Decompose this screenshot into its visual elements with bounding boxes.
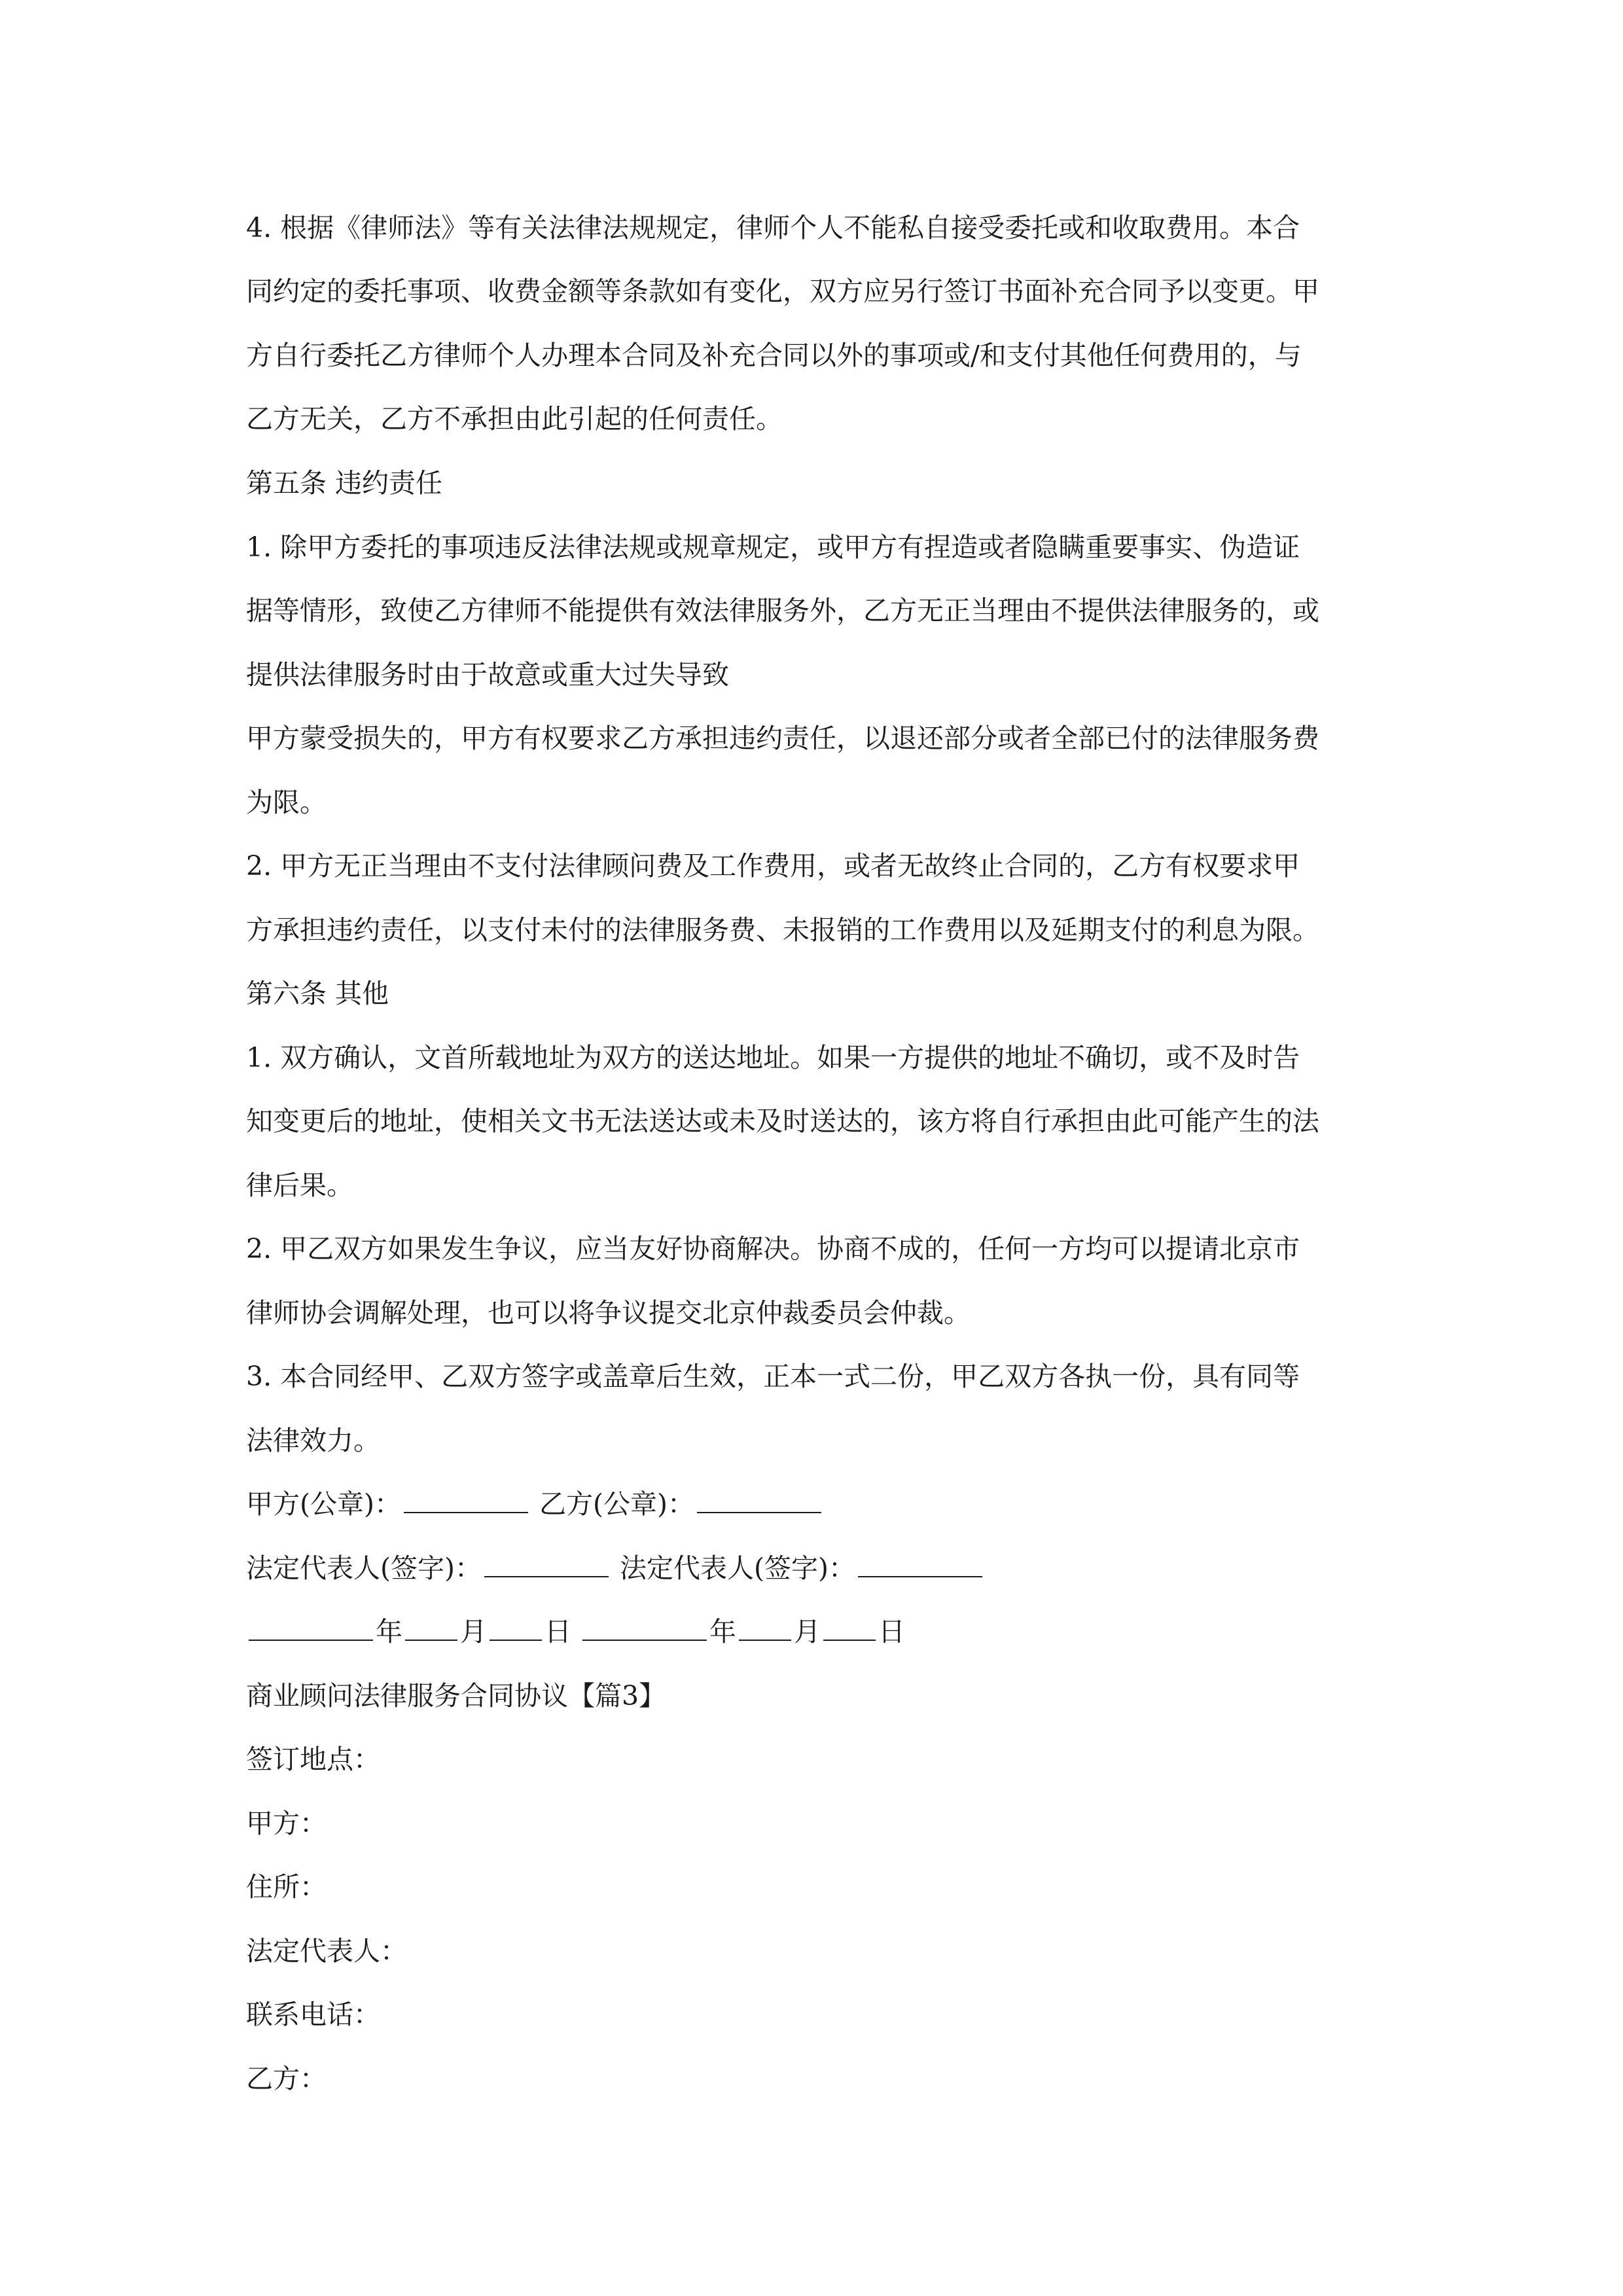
rep-a-label: 法定代表人(签字)： (246, 1552, 482, 1584)
paragraph-line: 乙方无关，乙方不承担由此引起的任何责任。 (246, 403, 783, 435)
paragraph-line (246, 846, 1378, 886)
paragraph-line (246, 719, 1378, 758)
month-label: 月 (794, 1616, 821, 1647)
year-blank (582, 1613, 707, 1641)
text-line: 2. 甲方无正当理由不支付法律顾问费及工作费用，或者无故终止合同的，乙方有权要求甲 (246, 850, 1300, 882)
year-label: 年 (376, 1616, 402, 1647)
seal-line (246, 1484, 824, 1524)
paragraph-line (246, 336, 1378, 375)
article-5-title: 第五条 违约责任 (246, 467, 443, 499)
paragraph-line: 律后果。 (246, 1170, 353, 1201)
address-field: 住所： (246, 1871, 327, 1903)
month-blank (739, 1613, 791, 1641)
text-line: 方自行委托乙方律师个人办理本合同及补充合同以外的事项或/和支付其他任何费用的，与 (246, 340, 1302, 371)
text-line: 方承担违约责任，以支付未付的法律服务费、未报销的工作费用以及延期支付的利息为限。 (246, 914, 1319, 946)
day-label: 日 (878, 1616, 906, 1647)
text-line: 2. 甲乙双方如果发生争议，应当友好协商解决。协商不成的，任何一方均可以提请北京市 (246, 1233, 1300, 1265)
text-line: 知变更后的地址，使相关文书无法送达或未及时送达的，该方将自行承担由此可能产生的法 (246, 1105, 1319, 1137)
text-line: 据等情形，致使乙方律师不能提供有效法律服务外，乙方无正当理由不提供法律服务的，或 (246, 595, 1319, 626)
paragraph-line: 为限。 (246, 787, 327, 818)
date-line (246, 1612, 905, 1651)
paragraph-line: 法律效力。 (246, 1425, 380, 1456)
phone-field: 联系电话： (246, 1999, 380, 2030)
party-b-seal-blank (697, 1486, 821, 1513)
paragraph-line (246, 1038, 1378, 1077)
paragraph-line (246, 528, 1378, 567)
day-blank (490, 1613, 542, 1641)
text-line: 甲方蒙受损失的，甲方有权要求乙方承担违约责任，以退还部分或者全部已付的法律服务费 (246, 723, 1319, 754)
paragraph-line (246, 591, 1378, 630)
text-line: 1. 除甲方委托的事项违反法律法规或规章规定，或甲方有捏造或者隐瞒重要事实、伪造证 (246, 531, 1300, 563)
year-blank (249, 1613, 373, 1641)
article-6-title: 第六条 其他 (246, 978, 389, 1009)
party-a-seal-blank (404, 1486, 528, 1513)
legal-rep-field: 法定代表人： (246, 1935, 407, 1967)
paragraph-line (246, 910, 1378, 950)
text-line: 4. 根据《律师法》等有关法律法规规定，律师个人不能私自接受委托或和收取费用。本合 (246, 212, 1300, 243)
paragraph-line: 律师协会调解处理，也可以将争议提交北京仲裁委员会仲裁。 (246, 1297, 971, 1329)
party-b-seal-label: 乙方(公章)： (539, 1488, 695, 1520)
day-blank (823, 1613, 876, 1641)
rep-b-blank (858, 1550, 982, 1577)
text-line: 3. 本合同经甲、乙双方签字或盖章后生效，正本一式二份，甲乙双方各执一份，具有同等 (246, 1361, 1300, 1392)
party-a-field: 甲方： (246, 1808, 327, 1839)
paragraph-line (246, 1357, 1378, 1396)
paragraph-line: 提供法律服务时由于故意或重大过失导致 (246, 659, 729, 691)
rep-a-blank (484, 1550, 609, 1577)
year-label: 年 (709, 1616, 737, 1647)
month-label: 月 (460, 1616, 487, 1647)
paragraph-line (246, 208, 1378, 247)
representative-line (246, 1549, 985, 1588)
party-b-field: 乙方： (246, 2063, 327, 2094)
section-3-title: 商业顾问法律服务合同协议【篇3】 (246, 1680, 666, 1712)
rep-b-label: 法定代表人(签字)： (620, 1552, 856, 1584)
paragraph-line (246, 272, 1378, 311)
party-a-seal-label: 甲方(公章)： (246, 1488, 401, 1520)
signing-place-field: 签订地点： (246, 1744, 380, 1775)
day-label: 日 (544, 1616, 571, 1647)
paragraph-line (246, 1102, 1378, 1141)
text-line: 1. 双方确认，文首所载地址为双方的送达地址。如果一方提供的地址不确切，或不及时告 (246, 1042, 1300, 1073)
month-blank (405, 1613, 457, 1641)
text-line: 同约定的委托事项、收费金额等条款如有变化，双方应另行签订书面补充合同予以变更。甲 (246, 276, 1319, 307)
paragraph-line (246, 1229, 1378, 1268)
